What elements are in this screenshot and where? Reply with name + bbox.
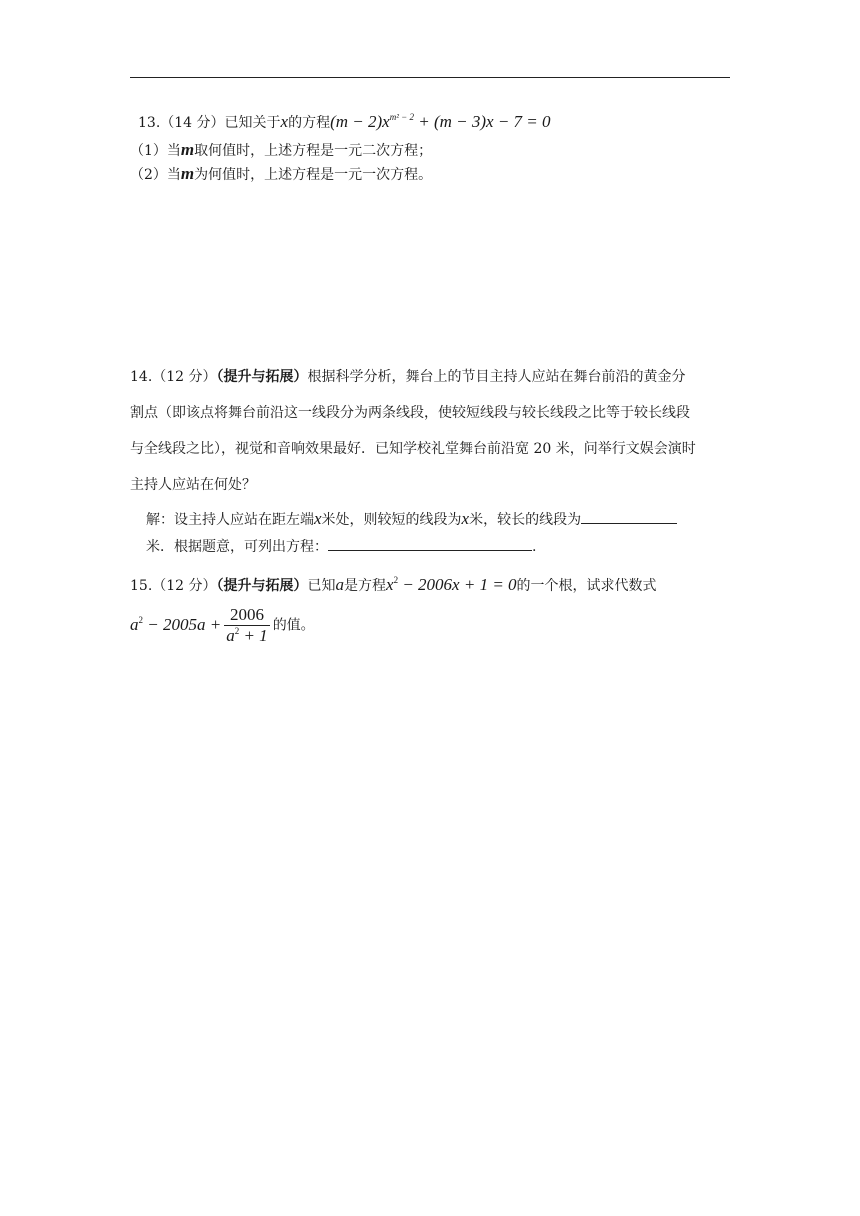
q13-part2-prefix: （2）当 <box>130 167 181 183</box>
q15-tag: （提升与拓展） <box>216 578 308 594</box>
q13-var-x: x <box>280 112 289 131</box>
q15-var-a: a <box>335 575 345 594</box>
q14-line3: 与全线段之比），视觉和音响效果最好．已知学校礼堂舞台前沿宽 20 米，问举行文娱会演时 <box>130 441 696 457</box>
q14-score: （12 分） <box>152 369 217 385</box>
q14-solution-line1: 解：设主持人应站在距左端x米处，则较短的线段为x米，较长的线段为 <box>146 509 677 529</box>
q15-text1: 已知 <box>307 578 336 594</box>
answer-blank-longer-segment[interactable] <box>581 509 677 524</box>
q14-solution-line2: 米．根据题意，可列出方程： . <box>146 536 536 556</box>
q14-line4: 主持人应站在何处？ <box>130 477 256 493</box>
q14-line2: 割点（即该点将舞台前沿这一线段分为两条线段，使较短线段与较长线段之比等于较长线段 <box>130 405 690 421</box>
q15-text3: 的一个根，试求代数式 <box>516 578 657 594</box>
q13-intro: 已知关于 <box>224 115 281 131</box>
q15-number: 15. <box>130 578 153 594</box>
q15-expression-line <box>130 605 315 646</box>
q15-equation: $x^2 - 2006x + 1 = 0$ <box>386 575 517 594</box>
q13-part1-prefix: （1）当 <box>130 143 181 159</box>
header-rule <box>130 77 730 78</box>
q15-text2: 是方程 <box>344 578 387 594</box>
q14-number: 14. <box>130 369 153 385</box>
q14-line1: 根据科学分析，舞台上的节目主持人应站在舞台前沿的黄金分 <box>307 369 686 385</box>
q14-tag: （提升与拓展） <box>216 369 308 385</box>
answer-blank-equation[interactable] <box>328 536 532 551</box>
q13-part1-var: m <box>180 140 195 159</box>
q13-part2-var: m <box>180 164 195 183</box>
q13-number: 13. <box>138 115 161 131</box>
q13-part1-text: 取何值时，上述方程是一元二次方程； <box>194 143 433 159</box>
q15-score: （12 分） <box>152 578 217 594</box>
q15-expression: $a^2 - 2005a$ + <box>130 614 222 634</box>
q15-text4: 的值。 <box>272 617 315 634</box>
q13-equation: $(m - 2)x^{m^2 - 2} + (m - 3)x - 7 = 0$ <box>330 112 551 131</box>
q13-mid: 的方程 <box>288 115 331 131</box>
q13-score: （14 分） <box>160 115 225 131</box>
q15-fraction: $\frac{2006}{a^2 + 1}$ <box>226 605 268 645</box>
q13-part2-text: 为何值时，上述方程是一元一次方程。 <box>194 167 433 183</box>
